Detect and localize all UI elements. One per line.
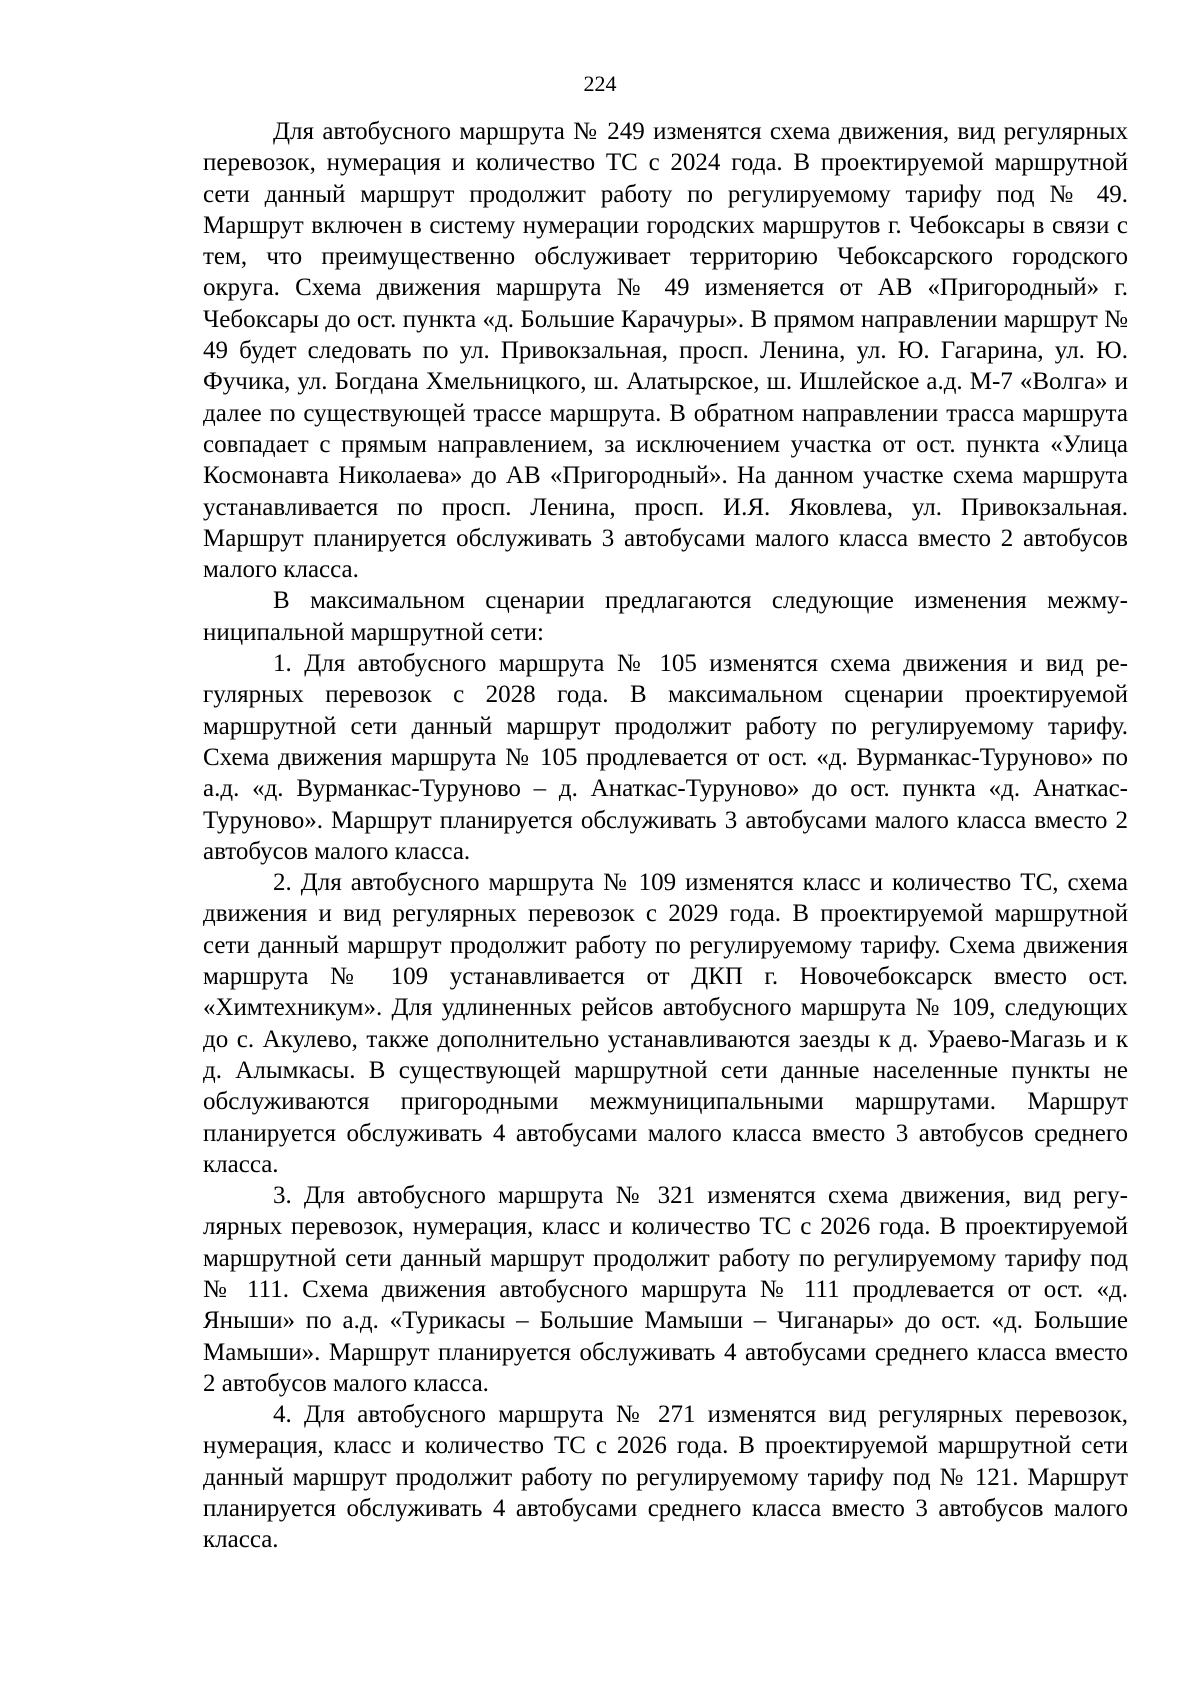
page-number: 224 [583,71,617,96]
list-item-route-105: 1. Для автобусного маршрута № 105 изменятся схема движения и вид регулярных перевозок с 2028 года. В максимальном сценарии проектируемой маршрутной сети данный маршрут продолжит работу по регулируемому тарифу. Схема движения маршрута № 105 продлевается от ост. «д. Вурманкас-Туруново» по а.д. «д. Вурманкас-Туруново – д. Анаткас-Туруново» до ост. пункта «д. Анаткас-Туруново». Маршрут планируется обслуживать 3 автобусами малого класса вместо 2 автобусов малого класса. [203,650,1128,865]
list-item-route-109: 2. Для автобусного маршрута № 109 изменятся класс и количество ТС, схема движения и вид регулярных перевозок с 2029 года. В проектируемой маршрутной сети данный маршрут продолжит работу по регулируемому тарифу. Схема движения маршрута № 109 устанавливается от ДКП г. Новочебоксарск вместо ост. «Химтехникум». Для удлиненных рейсов автобусного маршрута № 109, следующих до с. Акулево, также дополнительно устанавливаются заезды к д. Ураево-Магазь и к д. Алымкасы. В существующей маршрутной сети данные населенные пункты не обслуживаются пригородными межмуниципальными маршрутами. Маршрут планируется обслуживать 4 автобусами малого класса вместо 3 автобусов среднего класса. [203,869,1128,1178]
list-item-route-321: 3. Для автобусного маршрута № 321 изменятся схема движения, вид регулярных перевозок, нумерация, класс и количество ТС с 2026 года. В проектируемой маршрутной сети данный маршрут продолжит работу по регулируемому тарифу под № 111. Схема движения автобусного маршрута № 111 продлевается от ост. «д. Яныши» по а.д. «Турикасы – Большие Мамыши – Чиганары» до ост. «д. Большие Мамыши». Маршрут планируется обслуживать 4 автобусами среднего класса вместо 2 автобусов малого класса. [203,1182,1128,1397]
paragraph-max-scenario-intro: В максимальном сценарии предлагаются следующие изменения межмуниципальной маршрутной сети: [203,587,1128,646]
paragraph-route-249: Для автобусного маршрута № 249 изменятся схема движения, вид регулярных перевозок, нумерация и количество ТС с 2024 года. В проектируемой маршрутной сети данный маршрут продолжит работу по регулируемому тарифу под № 49. Маршрут включен в систему нумерации городских маршрутов г. Чебоксары в связи с тем, что преимущественно обслуживает территорию Чебоксарского городского округа. Схема движения маршрута № 49 изменяется от АВ «Пригородный» г. Чебоксары до ост. пункта «д. Большие Карачуры». В прямом направлении маршрут № 49 будет следовать по ул. Привокзальная, просп. Ленина, ул. Ю. Гагарина, ул. Ю. Фучика, ул. Богдана Хмельницкого, ш. Алатырское, ш. Ишлейское а.д. М-7 «Волга» и далее по существующей трассе маршрута. В обратном направлении трасса маршрута совпадает с прямым направлением, за исключением участка от ост. пункта «Улица Космонавта Николаева» до АВ «Пригородный». На данном участке схема маршрута устанавливается по просп. Ленина, просп. И.Я. Яковлева, ул. Привокзальная. Маршрут планируется обслуживать 3 автобусами малого класса вместо 2 автобусов малого класса. [203,118,1128,584]
list-item-route-271: 4. Для автобусного маршрута № 271 изменятся вид регулярных перевозок, нумерация, класс и количество ТС с 2026 года. В проектируемой маршрутной сети данный маршрут продолжит работу по регулируемому тарифу под № 121. Маршрут планируется обслуживать 4 автобусами среднего класса вместо 3 автобусов малого класса. [203,1401,1128,1554]
document-body [203,116,1128,1556]
